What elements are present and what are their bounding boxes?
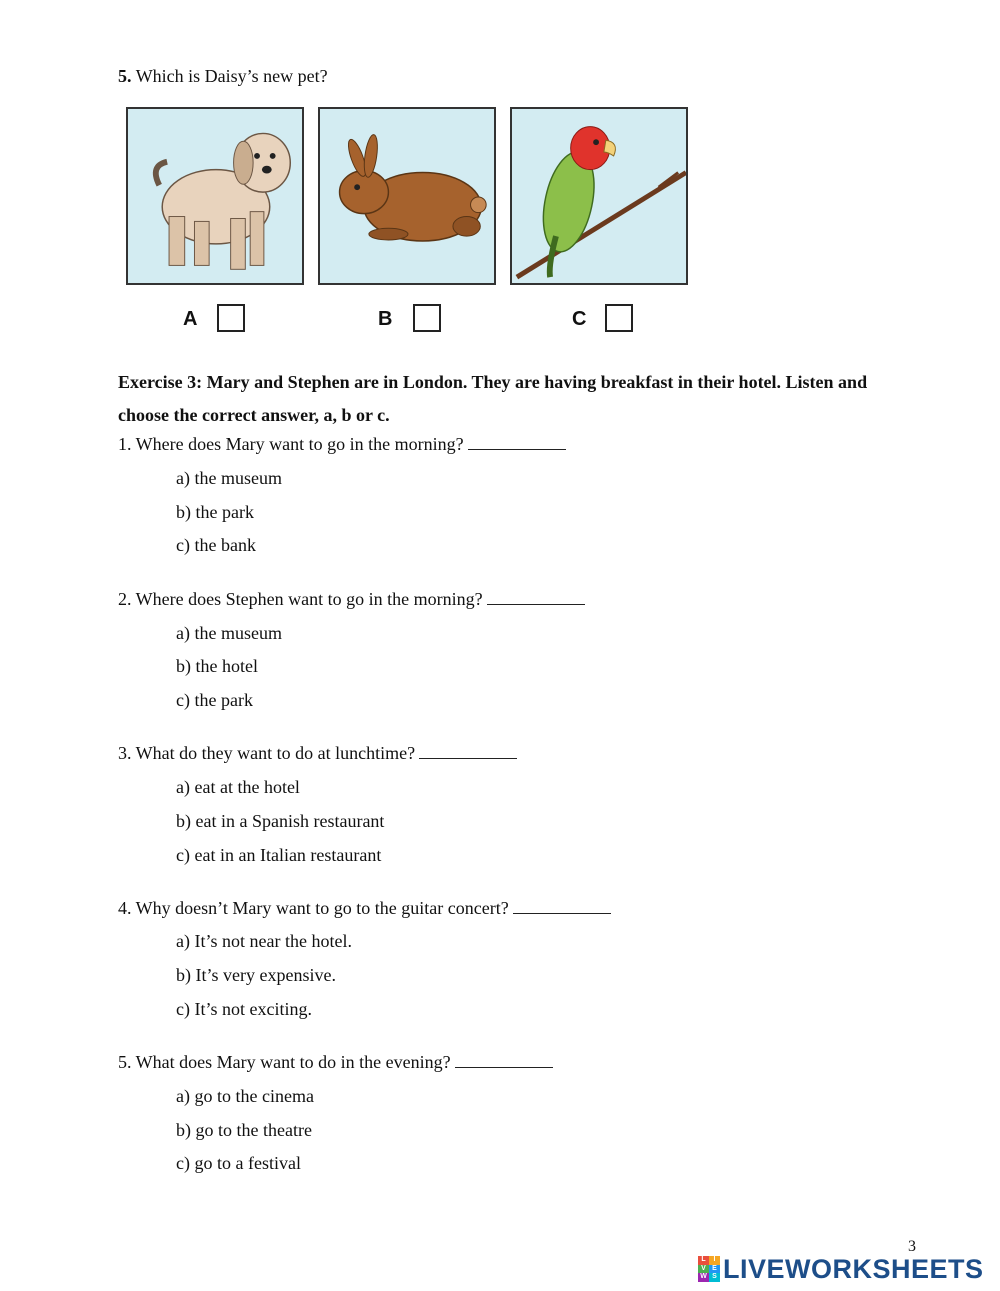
logo-letter: V [698,1265,709,1274]
answer-blank[interactable] [513,899,611,914]
question-text: 5. What does Mary want to do in the evening? [118,1052,451,1072]
question-4 [118,898,611,919]
option-item[interactable]: b) It’s very expensive. [176,965,336,985]
exercise-3-heading: Exercise 3: Mary and Stephen are in London. They are having breakfast in their hotel. Listen and choose the correct answer, a, b or c. [118,372,868,425]
question-1 [118,434,566,455]
answer-blank[interactable] [487,590,585,605]
rabbit-picture [318,107,496,285]
question-text: Which is Daisy’s new pet? [135,66,328,86]
answer-blank[interactable] [468,435,566,450]
dog-picture [126,107,304,285]
logo-grid-icon [698,1256,720,1282]
option-item[interactable]: c) go to a festival [176,1153,301,1173]
option-c-checkbox[interactable] [605,304,633,332]
option-item[interactable]: c) It’s not exciting. [176,999,312,1019]
option-item[interactable]: c) eat in an Italian restaurant [176,845,382,865]
parrot-icon [512,109,686,283]
option-item[interactable]: c) the bank [176,535,256,555]
logo-letter: W [698,1273,709,1282]
option-a-checkbox[interactable] [217,304,245,332]
option-c-label: C [572,308,587,330]
page-number: 3 [908,1238,916,1255]
option-item[interactable]: c) the park [176,690,253,710]
logo-letter: S [709,1273,720,1282]
parrot-picture [510,107,688,285]
question-text: 4. Why doesn’t Mary want to go to the guitar concert? [118,898,509,918]
logo-letter: I [709,1256,720,1265]
logo-letter: L [698,1256,709,1265]
question-number: 5. [118,66,132,86]
question-text: 1. Where does Mary want to go in the morning? [118,434,464,454]
option-item[interactable]: a) the museum [176,468,282,488]
question-3 [118,743,517,764]
question-5-listening [118,1052,553,1073]
question-text: 3. What do they want to do at lunchtime? [118,743,416,763]
option-item[interactable]: b) the hotel [176,656,258,676]
logo-letter: E [709,1265,720,1274]
dog-icon [128,109,302,283]
answer-blank[interactable] [419,744,517,759]
rabbit-icon [320,109,494,283]
option-item[interactable]: a) It’s not near the hotel. [176,931,352,951]
option-item[interactable]: a) eat at the hotel [176,777,300,797]
liveworksheets-logo[interactable] [698,1254,984,1284]
question-text: 2. Where does Stephen want to go in the morning? [118,589,483,609]
question-2 [118,589,585,610]
option-item[interactable]: b) eat in a Spanish restaurant [176,811,385,831]
option-item[interactable]: a) the museum [176,623,282,643]
answer-blank[interactable] [455,1053,553,1068]
option-b-checkbox[interactable] [413,304,441,332]
option-item[interactable]: a) go to the cinema [176,1086,314,1106]
option-b-label: B [378,308,393,330]
option-a-label: A [183,308,198,330]
question-5 [118,66,328,87]
logo-text: LIVEWORKSHEETS [723,1253,984,1284]
option-item[interactable]: b) go to the theatre [176,1120,312,1140]
option-item[interactable]: b) the park [176,502,254,522]
